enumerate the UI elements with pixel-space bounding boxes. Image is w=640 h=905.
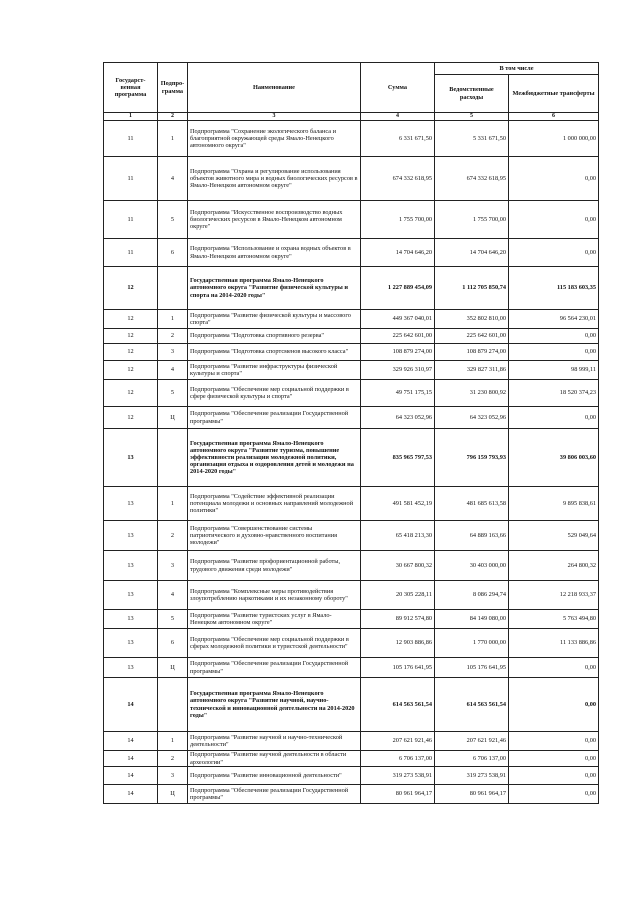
departmental-expenses-cell: 64 323 052,96: [435, 407, 509, 429]
column-index-row: [104, 113, 599, 121]
subprogram-cell: 3: [158, 551, 188, 581]
subprogram-cell: 6: [158, 239, 188, 267]
budget-table-page: [103, 62, 598, 804]
name-cell: Подпрограмма "Развитие научной и научно-технической деятельности": [188, 732, 361, 751]
transfers-cell: 0,00: [509, 344, 599, 361]
sum-cell: 329 926 310,97: [361, 361, 435, 380]
state-program-cell: 12: [104, 344, 158, 361]
departmental-expenses-cell: 352 802 810,00: [435, 310, 509, 329]
table-row: [104, 429, 599, 487]
transfers-cell: 0,00: [509, 157, 599, 201]
subprogram-cell: 6: [158, 629, 188, 658]
state-program-cell: 12: [104, 310, 158, 329]
sum-cell: 1 755 700,00: [361, 201, 435, 239]
subprogram-cell: 2: [158, 751, 188, 767]
sum-cell: 12 903 886,86: [361, 629, 435, 658]
name-cell: Подпрограмма "Совершенствование системы патриотического и духовно-нравственного воспитания молодежи": [188, 521, 361, 551]
transfers-cell: 11 133 886,86: [509, 629, 599, 658]
name-cell: Подпрограмма "Обеспечение реализации Государственной программы": [188, 785, 361, 804]
table-row: [104, 658, 599, 678]
departmental-expenses-cell: 1 112 705 850,74: [435, 267, 509, 310]
name-cell: Государственная программа Ямало-Ненецкого автономного округа "Развитие туризма, повышение эффективности реализации молодежной политики, организация отдыха и оздоровления детей и молодежи на 2014-2020 годы": [188, 429, 361, 487]
header-subprogram: Подпро-грамма: [158, 63, 188, 113]
table-row: [104, 551, 599, 581]
subprogram-cell: Ц: [158, 785, 188, 804]
budget-table: [103, 62, 599, 804]
state-program-cell: 13: [104, 521, 158, 551]
departmental-expenses-cell: 319 273 538,91: [435, 767, 509, 785]
sum-cell: 491 581 452,19: [361, 487, 435, 521]
subprogram-cell: 4: [158, 361, 188, 380]
departmental-expenses-cell: 64 889 163,66: [435, 521, 509, 551]
sum-cell: 6 331 671,50: [361, 121, 435, 157]
state-program-cell: 11: [104, 121, 158, 157]
table-row: [104, 678, 599, 732]
sum-cell: 14 704 646,20: [361, 239, 435, 267]
name-cell: Государственная программа Ямало-Ненецкого автономного округа "Развитие физической культуры и спорта на 2014-2020 годы": [188, 267, 361, 310]
sum-cell: 835 965 797,53: [361, 429, 435, 487]
transfers-cell: 0,00: [509, 732, 599, 751]
transfers-cell: 0,00: [509, 658, 599, 678]
table-row: [104, 487, 599, 521]
transfers-cell: 529 049,64: [509, 521, 599, 551]
table-row: [104, 767, 599, 785]
sum-cell: 1 227 889 454,09: [361, 267, 435, 310]
subprogram-cell: [158, 267, 188, 310]
state-program-cell: 11: [104, 239, 158, 267]
departmental-expenses-cell: 674 332 618,95: [435, 157, 509, 201]
table-row: [104, 329, 599, 344]
sum-cell: 207 621 921,46: [361, 732, 435, 751]
name-cell: Подпрограмма "Развитие инфраструктуры физической культуры и спорта": [188, 361, 361, 380]
subprogram-cell: 2: [158, 521, 188, 551]
name-cell: Подпрограмма "Развитие инновационной деятельности": [188, 767, 361, 785]
subprogram-cell: 1: [158, 121, 188, 157]
header-departmental-expenses: Ведомственные расходы: [435, 75, 509, 113]
table-row: [104, 267, 599, 310]
subprogram-cell: 5: [158, 380, 188, 407]
transfers-cell: 0,00: [509, 329, 599, 344]
transfers-cell: 264 800,32: [509, 551, 599, 581]
table-row: [104, 407, 599, 429]
state-program-cell: 12: [104, 267, 158, 310]
name-cell: Подпрограмма "Сохранение экологического баланса и благоприятной окружающей среды Ямало-Ненецкого автономного округа": [188, 121, 361, 157]
transfers-cell: 9 895 838,61: [509, 487, 599, 521]
subprogram-cell: 1: [158, 732, 188, 751]
sum-cell: 319 273 538,91: [361, 767, 435, 785]
departmental-expenses-cell: 30 403 000,00: [435, 551, 509, 581]
table-row: [104, 344, 599, 361]
transfers-cell: 0,00: [509, 407, 599, 429]
state-program-cell: 11: [104, 157, 158, 201]
departmental-expenses-cell: 105 176 641,95: [435, 658, 509, 678]
transfers-cell: 96 564 230,01: [509, 310, 599, 329]
sum-cell: 65 418 213,30: [361, 521, 435, 551]
subprogram-cell: 2: [158, 329, 188, 344]
sum-cell: 674 332 618,95: [361, 157, 435, 201]
header-including: В том числе: [435, 63, 599, 75]
transfers-cell: 0,00: [509, 785, 599, 804]
name-cell: Подпрограмма "Развитие научной деятельности в области археологии": [188, 751, 361, 767]
departmental-expenses-cell: 329 827 311,86: [435, 361, 509, 380]
departmental-expenses-cell: 1 770 000,00: [435, 629, 509, 658]
departmental-expenses-cell: 108 879 274,00: [435, 344, 509, 361]
subprogram-cell: 1: [158, 310, 188, 329]
name-cell: Подпрограмма "Развитие физической культуры и массового спорта": [188, 310, 361, 329]
name-cell: Подпрограмма "Использование и охрана водных объектов в Ямало-Ненецком автономном округе": [188, 239, 361, 267]
state-program-cell: 13: [104, 610, 158, 629]
departmental-expenses-cell: 796 159 793,93: [435, 429, 509, 487]
transfers-cell: 5 763 494,80: [509, 610, 599, 629]
table-row: [104, 310, 599, 329]
table-body: [104, 121, 599, 804]
transfers-cell: 39 806 003,60: [509, 429, 599, 487]
sum-cell: 80 961 964,17: [361, 785, 435, 804]
state-program-cell: 14: [104, 678, 158, 732]
name-cell: Подпрограмма "Подготовка спортивного резерва": [188, 329, 361, 344]
header-sum: Сумма: [361, 63, 435, 113]
header-state-program: Государст-венная программа: [104, 63, 158, 113]
sum-cell: 89 912 574,80: [361, 610, 435, 629]
state-program-cell: 12: [104, 361, 158, 380]
state-program-cell: 13: [104, 581, 158, 610]
table-row: [104, 629, 599, 658]
sum-cell: 6 706 137,00: [361, 751, 435, 767]
sum-cell: 614 563 561,54: [361, 678, 435, 732]
sum-cell: 108 879 274,00: [361, 344, 435, 361]
transfers-cell: 0,00: [509, 201, 599, 239]
name-cell: Подпрограмма "Обеспечение реализации Государственной программы": [188, 407, 361, 429]
state-program-cell: 13: [104, 551, 158, 581]
transfers-cell: 0,00: [509, 767, 599, 785]
sum-cell: 449 367 040,01: [361, 310, 435, 329]
departmental-expenses-cell: 14 704 646,20: [435, 239, 509, 267]
table-row: [104, 732, 599, 751]
column-index: 3: [188, 113, 361, 121]
name-cell: Подпрограмма "Обеспечение мер социальной поддержки в сферах молодежной политики и туристской деятельности": [188, 629, 361, 658]
table-row: [104, 751, 599, 767]
table-row: [104, 785, 599, 804]
state-program-cell: 14: [104, 732, 158, 751]
sum-cell: 20 305 228,11: [361, 581, 435, 610]
column-index: 6: [509, 113, 599, 121]
departmental-expenses-cell: 84 149 080,00: [435, 610, 509, 629]
sum-cell: 30 667 800,32: [361, 551, 435, 581]
subprogram-cell: Ц: [158, 407, 188, 429]
sum-cell: 49 751 175,15: [361, 380, 435, 407]
state-program-cell: 14: [104, 767, 158, 785]
subprogram-cell: Ц: [158, 658, 188, 678]
departmental-expenses-cell: 225 642 601,00: [435, 329, 509, 344]
departmental-expenses-cell: 80 961 964,17: [435, 785, 509, 804]
name-cell: Подпрограмма "Искусственное воспроизводство водных биологических ресурсов в Ямало-Ненецком автономном округе": [188, 201, 361, 239]
name-cell: Подпрограмма "Развитие туристских услуг в Ямало-Ненецком автономном округе": [188, 610, 361, 629]
name-cell: Подпрограмма "Обеспечение мер социальной поддержки в сфере физической культуры и спорта": [188, 380, 361, 407]
state-program-cell: 11: [104, 201, 158, 239]
sum-cell: 64 323 052,96: [361, 407, 435, 429]
transfers-cell: 0,00: [509, 239, 599, 267]
departmental-expenses-cell: 5 331 671,50: [435, 121, 509, 157]
name-cell: Подпрограмма "Подготовка спортсменов высокого класса": [188, 344, 361, 361]
subprogram-cell: [158, 429, 188, 487]
column-index: 5: [435, 113, 509, 121]
subprogram-cell: 5: [158, 201, 188, 239]
transfers-cell: 115 183 603,35: [509, 267, 599, 310]
table-row: [104, 380, 599, 407]
column-index: 1: [104, 113, 158, 121]
subprogram-cell: 3: [158, 767, 188, 785]
sum-cell: 225 642 601,00: [361, 329, 435, 344]
transfers-cell: 12 218 933,37: [509, 581, 599, 610]
subprogram-cell: 4: [158, 157, 188, 201]
state-program-cell: 12: [104, 380, 158, 407]
header-name: Наименование: [188, 63, 361, 113]
state-program-cell: 12: [104, 407, 158, 429]
departmental-expenses-cell: 481 685 613,58: [435, 487, 509, 521]
transfers-cell: 1 000 000,00: [509, 121, 599, 157]
state-program-cell: 13: [104, 487, 158, 521]
table-row: [104, 239, 599, 267]
name-cell: Подпрограмма "Охрана и регулирование использования объектов животного мира и водных биологических ресурсов в Ямало-Ненецком автономном округе": [188, 157, 361, 201]
sum-cell: 105 176 641,95: [361, 658, 435, 678]
transfers-cell: 98 999,11: [509, 361, 599, 380]
state-program-cell: 13: [104, 429, 158, 487]
departmental-expenses-cell: 6 706 137,00: [435, 751, 509, 767]
subprogram-cell: 5: [158, 610, 188, 629]
departmental-expenses-cell: 207 621 921,46: [435, 732, 509, 751]
state-program-cell: 12: [104, 329, 158, 344]
column-index: 4: [361, 113, 435, 121]
subprogram-cell: 1: [158, 487, 188, 521]
table-row: [104, 581, 599, 610]
table-row: [104, 521, 599, 551]
table-row: [104, 201, 599, 239]
name-cell: Подпрограмма "Комплексные меры противодействия злоупотреблению наркотиками и их незаконному обороту": [188, 581, 361, 610]
name-cell: Подпрограмма "Содействие эффективной реализации потенциала молодежи и основных направлений молодежной политики": [188, 487, 361, 521]
table-row: [104, 121, 599, 157]
state-program-cell: 14: [104, 785, 158, 804]
state-program-cell: 13: [104, 629, 158, 658]
name-cell: Государственная программа Ямало-Ненецкого автономного округа "Развитие научной, научно-технической и инновационной деятельности на 2014-2020 годы": [188, 678, 361, 732]
name-cell: Подпрограмма "Обеспечение реализации Государственной программы": [188, 658, 361, 678]
column-index: 2: [158, 113, 188, 121]
table-row: [104, 157, 599, 201]
state-program-cell: 13: [104, 658, 158, 678]
header-interbudget-transfers: Межбюджетные трансферты: [509, 75, 599, 113]
departmental-expenses-cell: 8 086 294,74: [435, 581, 509, 610]
transfers-cell: 0,00: [509, 678, 599, 732]
table-row: [104, 361, 599, 380]
transfers-cell: 0,00: [509, 751, 599, 767]
departmental-expenses-cell: 1 755 700,00: [435, 201, 509, 239]
departmental-expenses-cell: 31 230 800,92: [435, 380, 509, 407]
name-cell: Подпрограмма "Развитие профориентационной работы, трудового движения среди молодежи": [188, 551, 361, 581]
state-program-cell: 14: [104, 751, 158, 767]
transfers-cell: 18 520 374,23: [509, 380, 599, 407]
subprogram-cell: 4: [158, 581, 188, 610]
subprogram-cell: 3: [158, 344, 188, 361]
table-row: [104, 610, 599, 629]
departmental-expenses-cell: 614 563 561,54: [435, 678, 509, 732]
subprogram-cell: [158, 678, 188, 732]
